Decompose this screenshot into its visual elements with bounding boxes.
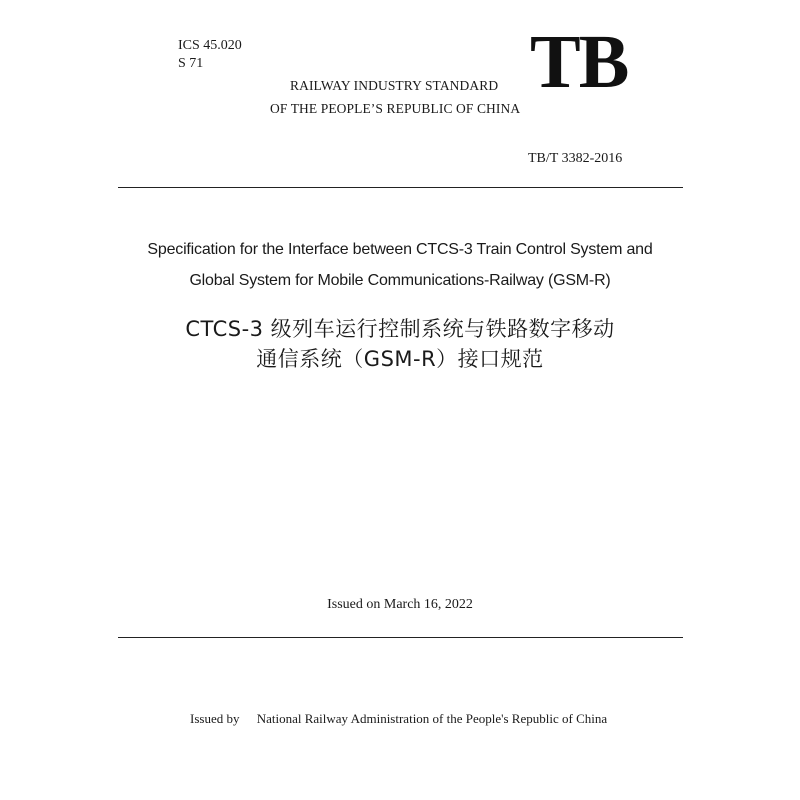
english-title-line-2: Global System for Mobile Communications-Railway (GSM-R) bbox=[189, 272, 611, 289]
issue-date: Issued on March 16, 2022 bbox=[327, 597, 473, 612]
standard-header-line-2: OF THE PEOPLE’S REPUBLIC OF CHINA bbox=[270, 101, 521, 116]
ccs-code: S 71 bbox=[178, 56, 204, 71]
chinese-title-line-1: CTCS-3 级列车运行控制系统与铁路数字移动 bbox=[185, 317, 615, 341]
issuer-line bbox=[190, 711, 607, 727]
ics-code: ICS 45.020 bbox=[178, 38, 242, 53]
top-divider bbox=[118, 187, 683, 188]
standard-number: TB/T 3382-2016 bbox=[528, 151, 623, 166]
issuer-label: Issued by bbox=[190, 711, 240, 726]
issuer-name: National Railway Administration of the People's Republic of China bbox=[256, 711, 608, 726]
chinese-title-line-2: 通信系统（GSM-R）接口规范 bbox=[256, 347, 544, 371]
bottom-divider bbox=[118, 637, 683, 638]
tb-logo: TB bbox=[530, 20, 628, 104]
english-title-line-1: Specification for the Interface between CTCS-3 Train Control System and bbox=[147, 241, 653, 258]
standard-header-line-1: RAILWAY INDUSTRY STANDARD bbox=[290, 78, 499, 93]
